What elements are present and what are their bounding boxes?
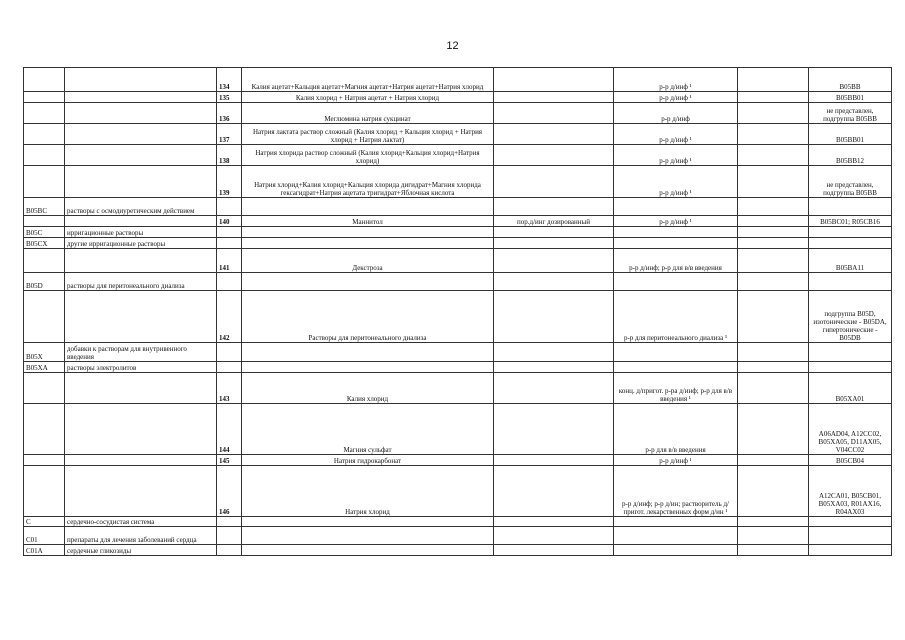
drug-table-body: [24, 68, 892, 556]
route-form-cell: [614, 517, 738, 527]
atc-code-cell: [24, 216, 65, 227]
route-form-cell: р-р д/инф ¹: [614, 124, 738, 145]
atc-code-cell: [24, 68, 65, 92]
route-form-cell: конц. д/пригот. р-ра д/инф; р-р для в/в введения ¹: [614, 373, 738, 404]
group-name-cell: растворы для перитонеального диализа: [65, 273, 217, 291]
atc-reference-cell: B05BB01: [809, 92, 892, 103]
table-row: [24, 373, 892, 404]
note-cell: [738, 291, 809, 343]
item-number-cell: 137: [217, 124, 242, 145]
note-cell: [738, 103, 809, 124]
atc-code-cell: C: [24, 517, 65, 527]
route-form-cell: р-р д/инф ¹: [614, 455, 738, 466]
atc-reference-cell: B05BC01; R05CB16: [809, 216, 892, 227]
atc-reference-cell: B05XA01: [809, 373, 892, 404]
route-form-cell: [614, 227, 738, 238]
route-form-cell: [614, 273, 738, 291]
note-cell: [738, 273, 809, 291]
atc-code-cell: [24, 291, 65, 343]
item-number-cell: 144: [217, 404, 242, 455]
table-row: [24, 124, 892, 145]
atc-reference-cell: [809, 227, 892, 238]
atc-code-cell: C01A: [24, 545, 65, 556]
note-cell: [738, 373, 809, 404]
item-number-cell: 141: [217, 249, 242, 273]
atc-code-cell: [24, 145, 65, 166]
note-cell: [738, 68, 809, 92]
item-number-cell: [217, 527, 242, 545]
atc-reference-cell: B05BB12: [809, 145, 892, 166]
route-form-cell: [614, 343, 738, 362]
table-row: [24, 404, 892, 455]
table-row: [24, 145, 892, 166]
route-form-cell: р-р д/инф ¹: [614, 145, 738, 166]
atc-code-cell: C01: [24, 527, 65, 545]
drug-name-cell: [242, 517, 494, 527]
note-cell: [738, 404, 809, 455]
note-cell: [738, 198, 809, 216]
item-number-cell: [217, 227, 242, 238]
route-form-cell: р-р д/инф ¹: [614, 92, 738, 103]
item-number-cell: 145: [217, 455, 242, 466]
note-cell: [738, 124, 809, 145]
table-row: [24, 227, 892, 238]
drug-name-cell: Натрия хлорида раствор сложный (Калия хлорид+Кальция хлорид+Натрия хлорид): [242, 145, 494, 166]
dosage-form-cell: [494, 198, 614, 216]
table-row: [24, 291, 892, 343]
group-name-cell: [65, 216, 217, 227]
atc-reference-cell: B05CB04: [809, 455, 892, 466]
table-row: [24, 249, 892, 273]
item-number-cell: 138: [217, 145, 242, 166]
group-name-cell: [65, 68, 217, 92]
group-name-cell: [65, 466, 217, 517]
group-name-cell: сердечно-сосудистая система: [65, 517, 217, 527]
item-number-cell: [217, 238, 242, 249]
note-cell: [738, 545, 809, 556]
drug-table: [23, 67, 892, 556]
table-row: [24, 216, 892, 227]
item-number-cell: 140: [217, 216, 242, 227]
atc-reference-cell: B05BB: [809, 68, 892, 92]
drug-name-cell: [242, 343, 494, 362]
note-cell: [738, 216, 809, 227]
route-form-cell: [614, 545, 738, 556]
route-form-cell: р-р д/инф: [614, 103, 738, 124]
dosage-form-cell: [494, 455, 614, 466]
note-cell: [738, 227, 809, 238]
item-number-cell: [217, 343, 242, 362]
item-number-cell: [217, 362, 242, 373]
atc-code-cell: [24, 373, 65, 404]
atc-code-cell: [24, 166, 65, 198]
note-cell: [738, 527, 809, 545]
atc-code-cell: B05C: [24, 227, 65, 238]
item-number-cell: 136: [217, 103, 242, 124]
table-row: [24, 362, 892, 373]
drug-name-cell: Натрия гидрокарбонат: [242, 455, 494, 466]
drug-name-cell: Калия хлорид: [242, 373, 494, 404]
drug-name-cell: Магния сульфат: [242, 404, 494, 455]
atc-reference-cell: A12CA01, B05CB01, B05XA03, R01AX16, R04AX03: [809, 466, 892, 517]
dosage-form-cell: [494, 227, 614, 238]
item-number-cell: 139: [217, 166, 242, 198]
route-form-cell: р-р д/инф ¹: [614, 166, 738, 198]
item-number-cell: 143: [217, 373, 242, 404]
dosage-form-cell: [494, 249, 614, 273]
atc-reference-cell: не представлен, подгруппа B05BB: [809, 103, 892, 124]
group-name-cell: [65, 166, 217, 198]
drug-name-cell: Калия ацетат+Кальция ацетат+Магния ацетат+Натрия ацетат+Натрия хлорид: [242, 68, 494, 92]
atc-code-cell: B05D: [24, 273, 65, 291]
drug-name-cell: [242, 238, 494, 249]
atc-reference-cell: [809, 238, 892, 249]
table-row: [24, 545, 892, 556]
table-row: [24, 527, 892, 545]
dosage-form-cell: [494, 404, 614, 455]
table-row: [24, 466, 892, 517]
item-number-cell: 142: [217, 291, 242, 343]
note-cell: [738, 166, 809, 198]
group-name-cell: [65, 103, 217, 124]
drug-name-cell: Декстроза: [242, 249, 494, 273]
table-row: [24, 343, 892, 362]
note-cell: [738, 145, 809, 166]
drug-name-cell: [242, 273, 494, 291]
route-form-cell: р-р д/инф ¹: [614, 216, 738, 227]
item-number-cell: [217, 273, 242, 291]
route-form-cell: р-р д/инф ¹: [614, 68, 738, 92]
item-number-cell: 146: [217, 466, 242, 517]
group-name-cell: [65, 373, 217, 404]
route-form-cell: [614, 238, 738, 249]
group-name-cell: растворы с осмодиуретическим действием: [65, 198, 217, 216]
group-name-cell: препараты для лечения заболеваний сердца: [65, 527, 217, 545]
note-cell: [738, 466, 809, 517]
table-row: [24, 92, 892, 103]
dosage-form-cell: [494, 103, 614, 124]
dosage-form-cell: [494, 291, 614, 343]
atc-code-cell: [24, 124, 65, 145]
group-name-cell: ирригационные растворы: [65, 227, 217, 238]
table-row: [24, 455, 892, 466]
dosage-form-cell: [494, 124, 614, 145]
atc-code-cell: [24, 92, 65, 103]
dosage-form-cell: [494, 273, 614, 291]
item-number-cell: [217, 198, 242, 216]
group-name-cell: другие ирригационные растворы: [65, 238, 217, 249]
group-name-cell: [65, 404, 217, 455]
atc-code-cell: [24, 466, 65, 517]
atc-reference-cell: B05BB01: [809, 124, 892, 145]
item-number-cell: 135: [217, 92, 242, 103]
atc-reference-cell: [809, 527, 892, 545]
table-row: [24, 166, 892, 198]
group-name-cell: растворы электролитов: [65, 362, 217, 373]
dosage-form-cell: [494, 238, 614, 249]
note-cell: [738, 92, 809, 103]
drug-name-cell: Маннитол: [242, 216, 494, 227]
drug-name-cell: Меглюмина натрия сукцинат: [242, 103, 494, 124]
dosage-form-cell: [494, 373, 614, 404]
note-cell: [738, 343, 809, 362]
route-form-cell: р-р для в/в введения: [614, 404, 738, 455]
drug-name-cell: Растворы для перитонеального диализа: [242, 291, 494, 343]
route-form-cell: [614, 198, 738, 216]
drug-name-cell: [242, 527, 494, 545]
note-cell: [738, 238, 809, 249]
atc-code-cell: B05X: [24, 343, 65, 362]
dosage-form-cell: [494, 527, 614, 545]
note-cell: [738, 455, 809, 466]
atc-reference-cell: [809, 343, 892, 362]
route-form-cell: [614, 362, 738, 373]
drug-name-cell: Натрия хлорид+Калия хлорид+Кальция хлорида дигидрат+Магния хлорида гексагидрат+Натрия ацетата тригидрат+Яблочная кислота: [242, 166, 494, 198]
drug-name-cell: [242, 362, 494, 373]
dosage-form-cell: [494, 68, 614, 92]
route-form-cell: р-р для перитонеального диализа ¹: [614, 291, 738, 343]
route-form-cell: р-р д/инф; р-р д/ин; растворитель д/пригот. лекарственных форм д/ин ¹: [614, 466, 738, 517]
item-number-cell: [217, 545, 242, 556]
atc-reference-cell: [809, 545, 892, 556]
group-name-cell: добавки к растворам для внутривенного введения: [65, 343, 217, 362]
dosage-form-cell: [494, 166, 614, 198]
note-cell: [738, 249, 809, 273]
dosage-form-cell: [494, 466, 614, 517]
group-name-cell: [65, 124, 217, 145]
note-cell: [738, 362, 809, 373]
drug-name-cell: Натрия хлорид: [242, 466, 494, 517]
item-number-cell: 134: [217, 68, 242, 92]
atc-reference-cell: [809, 198, 892, 216]
atc-reference-cell: A06AD04, A12CC02, B05XA05, D11AX05, V04CC02: [809, 404, 892, 455]
group-name-cell: [65, 249, 217, 273]
atc-reference-cell: [809, 273, 892, 291]
page-number: 12: [446, 40, 459, 52]
drug-name-cell: Калия хлорид + Натрия ацетат + Натрия хлорид: [242, 92, 494, 103]
item-number-cell: [217, 517, 242, 527]
dosage-form-cell: [494, 92, 614, 103]
atc-reference-cell: не представлен, подгруппа B05BB: [809, 166, 892, 198]
table-row: [24, 103, 892, 124]
table-row: [24, 517, 892, 527]
atc-code-cell: [24, 249, 65, 273]
atc-code-cell: [24, 103, 65, 124]
atc-reference-cell: подгруппа B05D, изотонические - B05DA, гипертонические - B05DB: [809, 291, 892, 343]
table-row: [24, 273, 892, 291]
group-name-cell: [65, 455, 217, 466]
route-form-cell: [614, 527, 738, 545]
group-name-cell: [65, 145, 217, 166]
drug-name-cell: Натрия лактата раствор сложный (Калия хлорид + Кальция хлорид + Натрия хлорид + Натрия лактат): [242, 124, 494, 145]
group-name-cell: [65, 291, 217, 343]
dosage-form-cell: [494, 362, 614, 373]
route-form-cell: р-р д/инф; р-р для в/в введения: [614, 249, 738, 273]
dosage-form-cell: [494, 343, 614, 362]
table-row: [24, 198, 892, 216]
atc-reference-cell: [809, 362, 892, 373]
group-name-cell: [65, 92, 217, 103]
drug-name-cell: [242, 545, 494, 556]
atc-reference-cell: [809, 517, 892, 527]
dosage-form-cell: [494, 145, 614, 166]
dosage-form-cell: [494, 545, 614, 556]
dosage-form-cell: [494, 517, 614, 527]
atc-code-cell: B05BC: [24, 198, 65, 216]
dosage-form-cell: пор.д/инг дозированный: [494, 216, 614, 227]
drug-name-cell: [242, 198, 494, 216]
atc-code-cell: B05XA: [24, 362, 65, 373]
atc-code-cell: [24, 455, 65, 466]
note-cell: [738, 517, 809, 527]
atc-code-cell: [24, 404, 65, 455]
atc-code-cell: B05CX: [24, 238, 65, 249]
table-row: [24, 68, 892, 92]
atc-reference-cell: B05BA11: [809, 249, 892, 273]
group-name-cell: сердечные гликозиды: [65, 545, 217, 556]
table-row: [24, 238, 892, 249]
drug-name-cell: [242, 227, 494, 238]
